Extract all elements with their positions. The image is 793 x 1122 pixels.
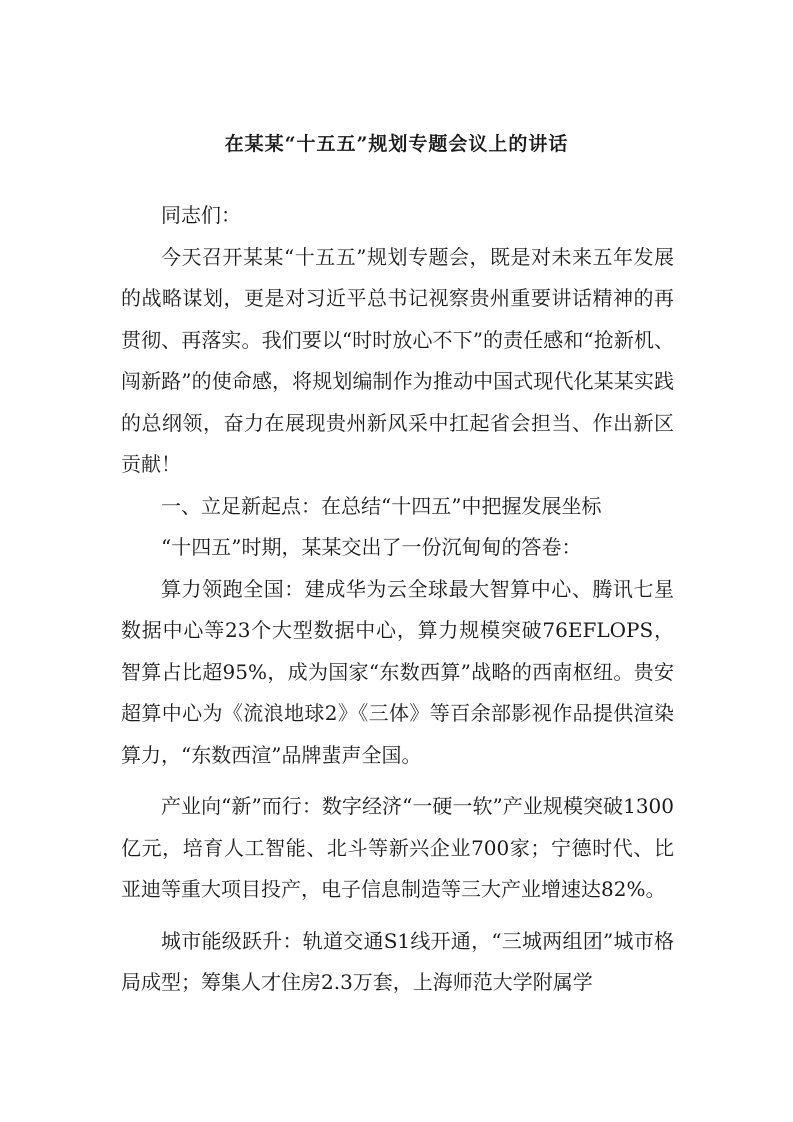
document-body: [121, 195, 674, 1004]
document-title: 在某某“十五五”规划专题会议上的讲话: [224, 133, 569, 155]
paragraph-city: 城市能级跃升：轨道交通S1线开通，“三城两组团”城市格局成型；筹集人才住房2.3万套，上海师范大学附属学: [121, 928, 674, 994]
paragraph-intro: 今天召开某某“十五五”规划专题会，既是对未来五年发展的战略谋划，更是对习近平总书记视察贵州重要讲话精神的再贯彻、再落实。我们要以“时时放心不下”的责任感和“抢新机、闯新路”的使命感，将规划编制作为推动中国式现代化某某实践的总纲领，奋力在展现贵州新风采中扛起省会担当、作出新区贡献！: [121, 244, 674, 476]
paragraph-industry: 产业向“新”而行：数字经济“一硬一软”产业规模突破1300亿元，培育人工智能、北斗等新兴企业700家；宁德时代、比亚迪等重大项目投产，电子信息制造等三大产业增速达82%。: [121, 794, 674, 901]
section-heading-1: 一、立足新起点：在总结“十四五”中把握发展坐标: [161, 493, 602, 518]
salutation: 同志们：: [161, 203, 241, 227]
paragraph-computing: 算力领跑全国：建成华为云全球最大智算中心、腾讯七星数据中心等23个大型数据中心，算力规模突破76EFLOPS，智算占比超95%，成为国家“东数西算”战略的西南枢纽。贵安超算中心为《流浪地球2》《三体》等百余部影视作品提供渲染算力，“东数西渲”品牌蜚声全国。: [121, 576, 674, 767]
paragraph-summary: “十四五”时期，某某交出了一份沉甸甸的答卷：: [161, 535, 582, 559]
